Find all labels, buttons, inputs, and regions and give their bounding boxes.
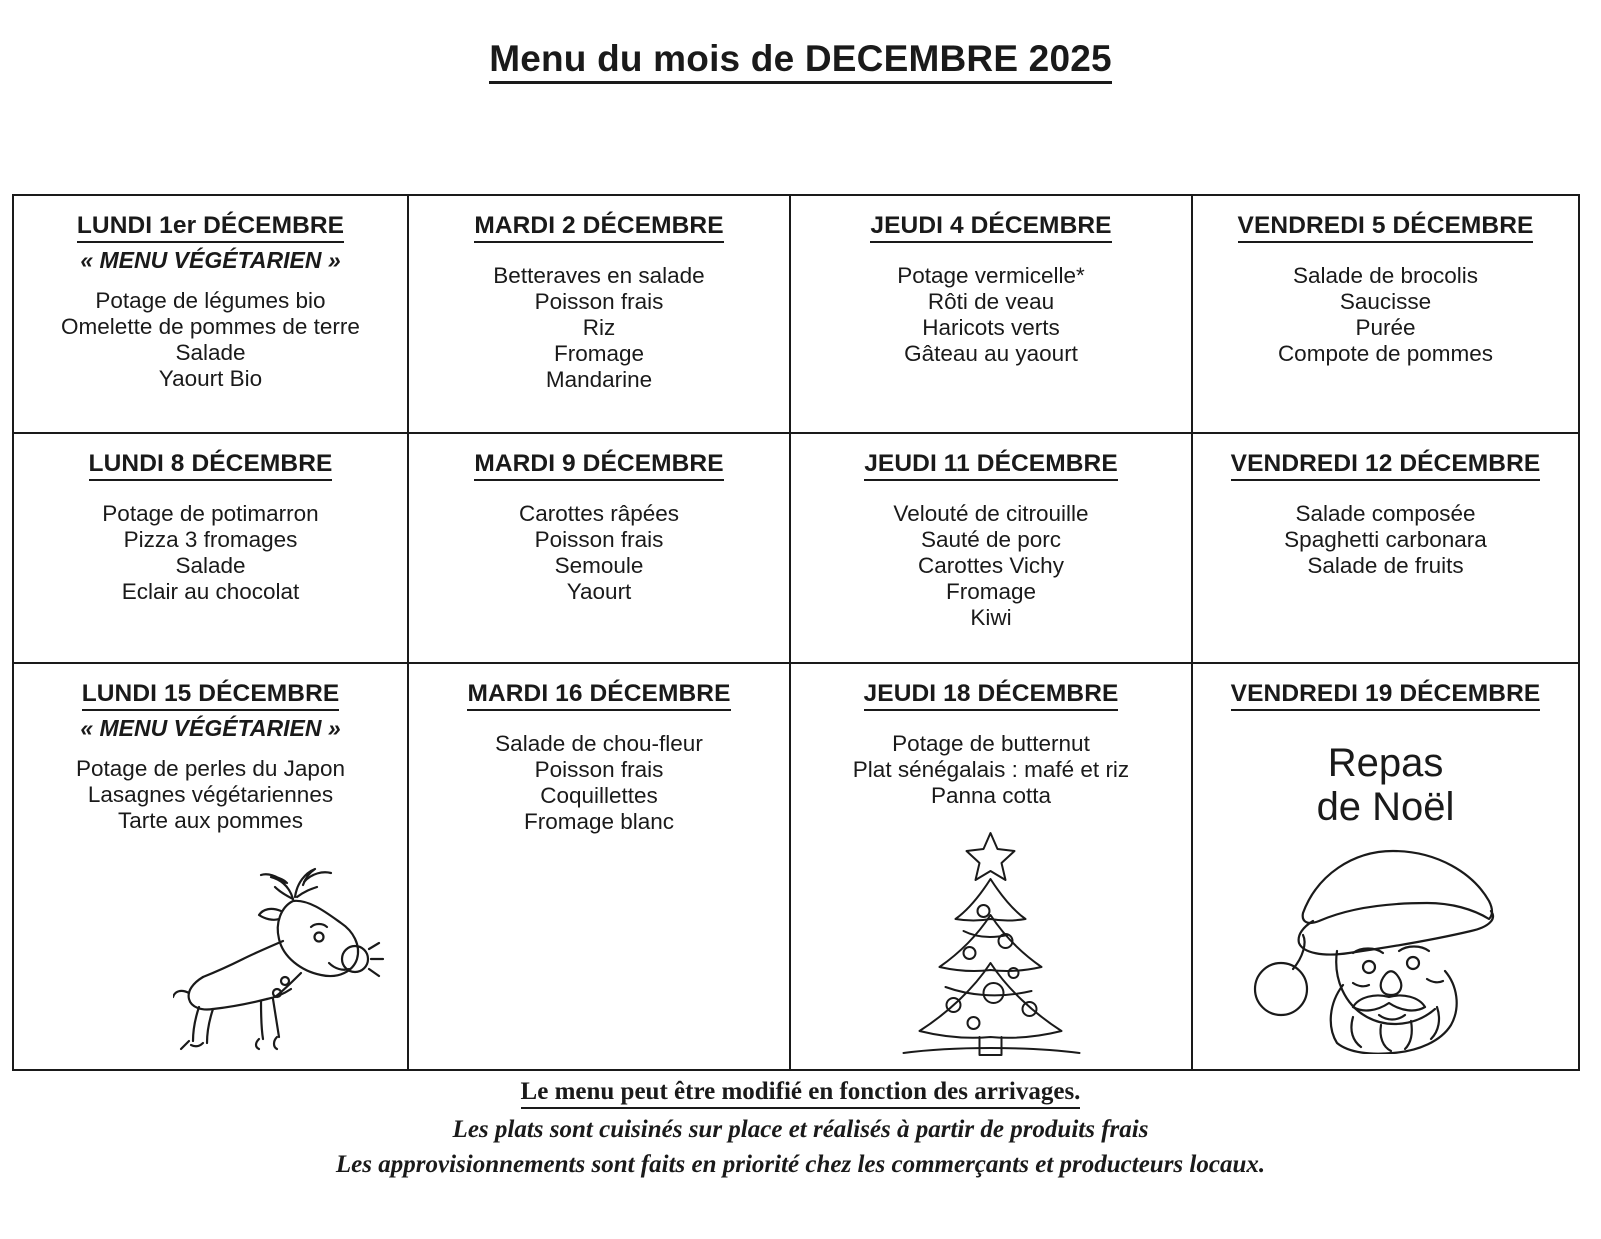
- day-title: JEUDI 4 DÉCEMBRE: [870, 212, 1111, 243]
- dish-item: Fromage: [945, 579, 1037, 605]
- dish-item: Tarte aux pommes: [117, 808, 304, 834]
- dish-item: Poisson frais: [534, 757, 664, 783]
- day-title: LUNDI 1er DÉCEMBRE: [77, 212, 344, 243]
- dish-item: Potage de perles du Japon: [76, 756, 345, 781]
- dish-item: Salade: [175, 340, 246, 366]
- table-row: [13, 433, 1579, 663]
- dish-item: Potage de légumes bio: [95, 288, 326, 313]
- santa-claus-icon: [1241, 839, 1531, 1059]
- dish-item: Purée: [1355, 315, 1416, 341]
- dish-item: Plat sénégalais : mafé et riz: [852, 757, 1130, 783]
- dish-item: Haricots verts: [922, 315, 1060, 341]
- dish-item: Salade de fruits: [1307, 553, 1464, 579]
- page-title-text: Menu du mois de DECEMBRE 2025: [489, 38, 1112, 84]
- dish-item: Pizza 3 fromages: [123, 527, 298, 553]
- day-title: MARDI 2 DÉCEMBRE: [474, 212, 723, 243]
- dish-list: [24, 756, 397, 834]
- dish-item: Gâteau au yaourt: [904, 341, 1078, 367]
- menu-calendar-table: [12, 194, 1580, 1071]
- dish-item: Carottes Vichy: [918, 553, 1064, 579]
- dish-list: [419, 263, 779, 393]
- footer-notes: [0, 1078, 1601, 1179]
- dish-item: Velouté de citrouille: [893, 501, 1089, 526]
- dish-item: Poisson frais: [534, 289, 664, 315]
- dish-item: Potage de potimarron: [102, 501, 319, 526]
- dish-list: [419, 731, 779, 835]
- dish-item: Saucisse: [1339, 289, 1432, 315]
- menu-cell-vendredi-5: [1192, 195, 1579, 433]
- menu-cell-mardi-9: [408, 433, 790, 663]
- menu-cell-lundi-15: [13, 663, 408, 1070]
- day-title: LUNDI 8 DÉCEMBRE: [89, 450, 333, 481]
- dish-item: Coquillettes: [540, 783, 658, 809]
- menu-cell-mardi-2: [408, 195, 790, 433]
- dish-item: Omelette de pommes de terre: [61, 314, 360, 340]
- day-subtitle: « MENU VÉGÉTARIEN »: [80, 715, 341, 741]
- dish-list: [1203, 263, 1568, 367]
- dish-item: Salade composée: [1295, 501, 1476, 526]
- dish-item: Carottes râpées: [518, 501, 680, 526]
- menu-cell-jeudi-18: [790, 663, 1192, 1070]
- footer-line-1: Le menu peut être modifié en fonction des arrivages.: [521, 1078, 1081, 1109]
- table-row: [13, 663, 1579, 1070]
- dish-item: Potage vermicelle*: [897, 263, 1085, 288]
- dish-item: Salade: [175, 553, 246, 579]
- dish-item: Salade de brocolis: [1292, 263, 1479, 288]
- special-meal-line2: de Noël: [1316, 785, 1455, 829]
- day-title: VENDREDI 12 DÉCEMBRE: [1231, 450, 1541, 481]
- menu-cell-vendredi-12: [1192, 433, 1579, 663]
- page-title: [0, 38, 1601, 80]
- dish-item: Betteraves en salade: [493, 263, 705, 288]
- dish-item: Fromage blanc: [523, 809, 675, 835]
- dish-item: Salade de chou-fleur: [495, 731, 703, 756]
- dish-item: Riz: [582, 315, 616, 341]
- footer-line-3: Les approvisionnements sont faits en priorité chez les commerçants et producteurs locaux.: [335, 1151, 1266, 1178]
- dish-item: Potage de butternut: [892, 731, 1090, 756]
- dish-item: Compote de pommes: [1277, 341, 1494, 367]
- dish-item: Rôti de veau: [927, 289, 1055, 315]
- dish-item: Lasagnes végétariennes: [87, 782, 334, 808]
- dish-item: Spaghetti carbonara: [1284, 527, 1487, 553]
- reindeer-icon: [173, 841, 403, 1061]
- dish-item: Kiwi: [970, 605, 1012, 631]
- table-row: [13, 195, 1579, 433]
- special-meal-line1: Repas: [1327, 741, 1444, 785]
- day-title: MARDI 16 DÉCEMBRE: [467, 680, 730, 711]
- day-title: JEUDI 11 DÉCEMBRE: [864, 450, 1118, 481]
- dish-list: [419, 501, 779, 605]
- menu-cell-jeudi-11: [790, 433, 1192, 663]
- dish-list: [801, 263, 1181, 367]
- menu-cell-vendredi-19: [1192, 663, 1579, 1070]
- christmas-tree-icon: [884, 827, 1099, 1067]
- dish-list: [24, 501, 397, 605]
- dish-item: Yaourt: [566, 579, 632, 605]
- menu-cell-mardi-16: [408, 663, 790, 1070]
- day-subtitle: « MENU VÉGÉTARIEN »: [80, 247, 341, 273]
- dish-item: Sauté de porc: [920, 527, 1062, 553]
- menu-cell-lundi-8: [13, 433, 408, 663]
- day-title: VENDREDI 5 DÉCEMBRE: [1238, 212, 1534, 243]
- dish-item: Semoule: [554, 553, 644, 579]
- dish-item: Mandarine: [545, 367, 653, 393]
- menu-cell-lundi-1: [13, 195, 408, 433]
- dish-list: [801, 501, 1181, 631]
- dish-item: Fromage: [553, 341, 645, 367]
- dish-list: [1203, 501, 1568, 579]
- special-meal-label: [1203, 741, 1568, 829]
- dish-item: Panna cotta: [930, 783, 1052, 809]
- dish-item: Poisson frais: [534, 527, 664, 553]
- menu-cell-jeudi-4: [790, 195, 1192, 433]
- day-title: VENDREDI 19 DÉCEMBRE: [1231, 680, 1541, 711]
- dish-list: [24, 288, 397, 392]
- footer-line-2: Les plats sont cuisinés sur place et réalisés à partir de produits frais: [452, 1116, 1149, 1143]
- dish-item: Eclair au chocolat: [121, 579, 300, 605]
- day-title: MARDI 9 DÉCEMBRE: [474, 450, 723, 481]
- day-title: JEUDI 18 DÉCEMBRE: [864, 680, 1119, 711]
- dish-list: [801, 731, 1181, 809]
- dish-item: Yaourt Bio: [158, 366, 263, 392]
- day-title: LUNDI 15 DÉCEMBRE: [82, 680, 340, 711]
